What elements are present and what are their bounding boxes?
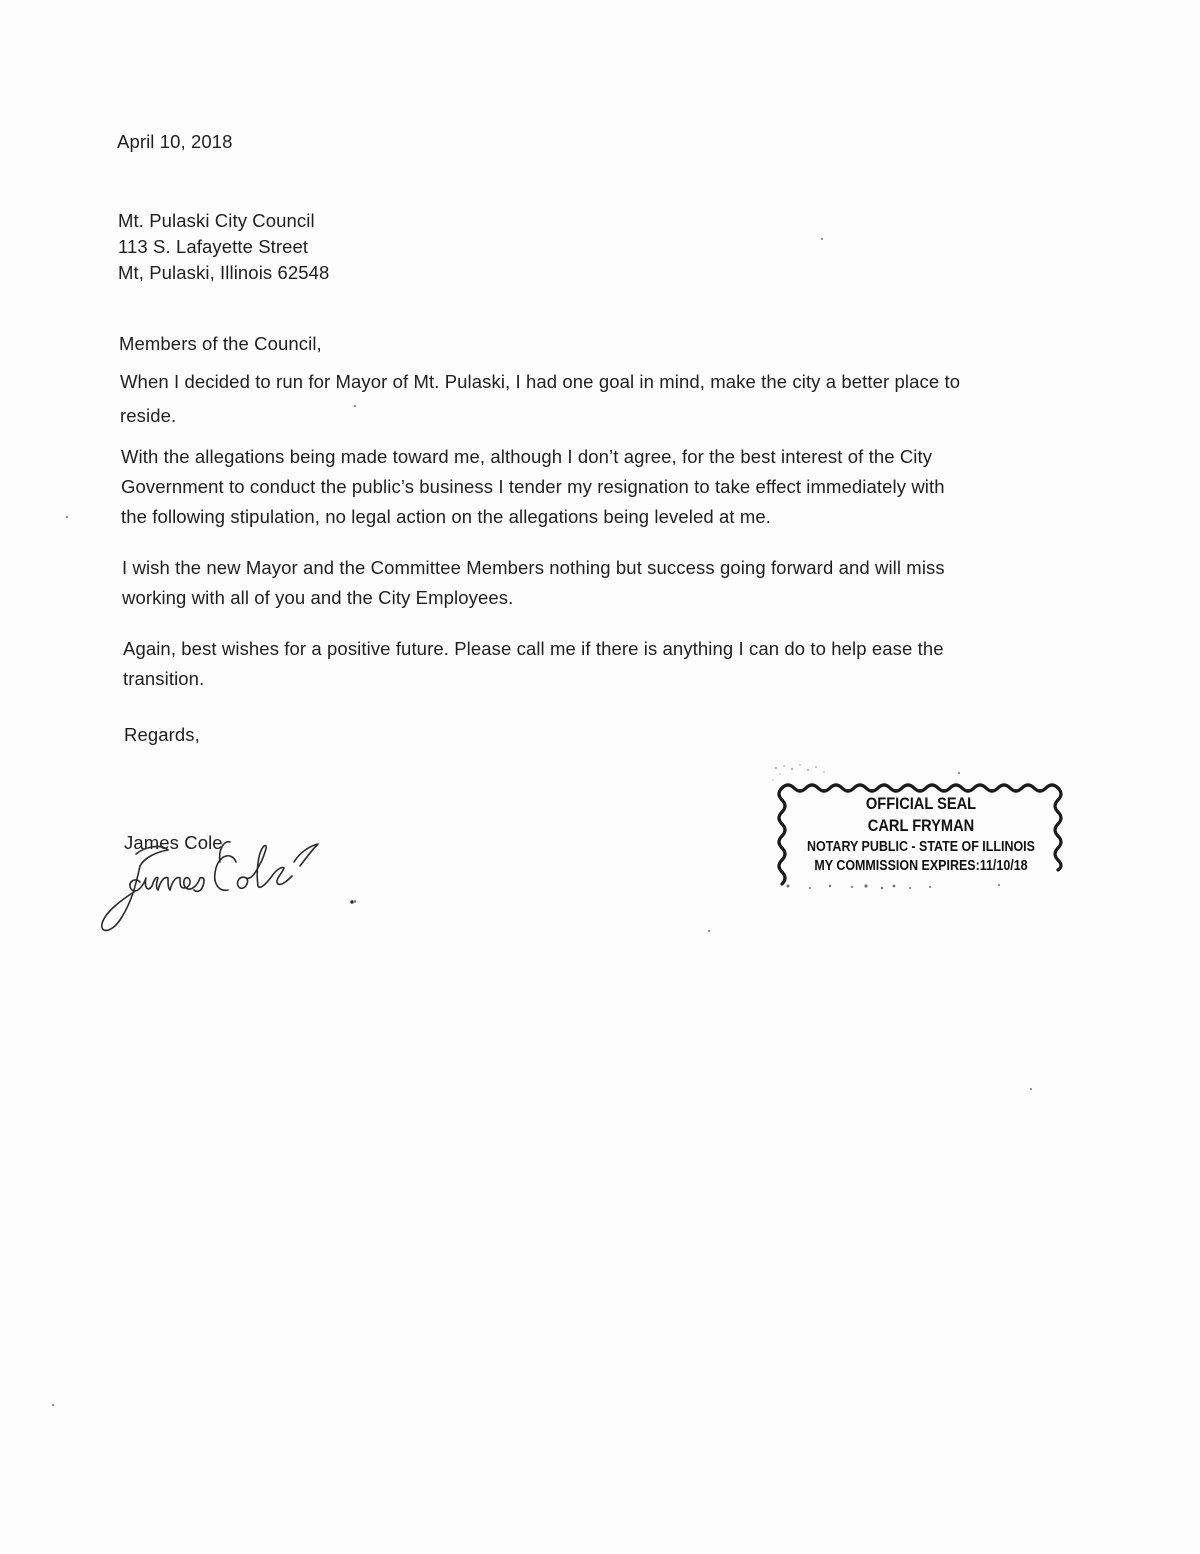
- scan-speck: [998, 884, 1000, 886]
- paragraph-3: [122, 553, 945, 613]
- scan-speck: [708, 930, 710, 932]
- paragraph-3-line-2: working with all of you and the City Employees.: [122, 587, 514, 608]
- scan-speck: [66, 516, 68, 518]
- letter-date: April 10, 2018: [117, 131, 233, 152]
- scan-speck: [1030, 1088, 1032, 1090]
- seal-expiration: MY COMMISSION EXPIRES:11/10/18: [814, 858, 1028, 874]
- salutation: Members of the Council,: [119, 333, 322, 354]
- paragraph-1-line-1: When I decided to run for Mayor of Mt. Pulaski, I had one goal in mind, make the city a better place to: [120, 371, 961, 392]
- seal-office: NOTARY PUBLIC - STATE OF ILLINOIS: [807, 839, 1035, 855]
- signer-name: James Cole: [124, 832, 223, 853]
- recipient-line-3: Mt, Pulaski, Illinois 62548: [118, 262, 330, 283]
- seal-notary-name: CARL FRYMAN: [867, 816, 975, 835]
- paragraph-4-line-1: Again, best wishes for a positive future. Please call me if there is anything I can do to help ease the: [123, 638, 944, 659]
- paragraph-1: [120, 367, 960, 431]
- scan-speck: [354, 405, 356, 407]
- notary-seal-stamp: [770, 762, 1070, 894]
- paragraph-4: [123, 634, 944, 694]
- paragraph-4-line-2: transition.: [123, 668, 205, 689]
- paragraph-1-line-2: reside.: [120, 405, 177, 426]
- paragraph-2: [121, 442, 945, 532]
- seal-title: OFFICIAL SEAL: [865, 794, 977, 813]
- paragraph-2-line-3: the following stipulation, no legal action on the allegations being leveled at me.: [121, 506, 771, 527]
- handwritten-signature: [96, 832, 366, 942]
- paragraph-2-line-2: Government to conduct the public’s business I tender my resignation to take effect immediately with: [121, 476, 945, 497]
- scan-speck: [958, 772, 960, 774]
- paragraph-3-line-1: I wish the new Mayor and the Committee Members nothing but success going forward and will miss: [122, 557, 945, 578]
- recipient-line-2: 113 S. Lafayette Street: [118, 236, 309, 257]
- scan-speck: [821, 238, 823, 240]
- paragraph-2-line-1: With the allegations being made toward me, although I don’t agree, for the best interest of the City: [121, 446, 933, 467]
- scan-speck: [52, 1404, 54, 1406]
- closing: Regards,: [124, 724, 200, 745]
- recipient-line-1: Mt. Pulaski City Council: [118, 210, 315, 231]
- scan-speck: [354, 900, 356, 903]
